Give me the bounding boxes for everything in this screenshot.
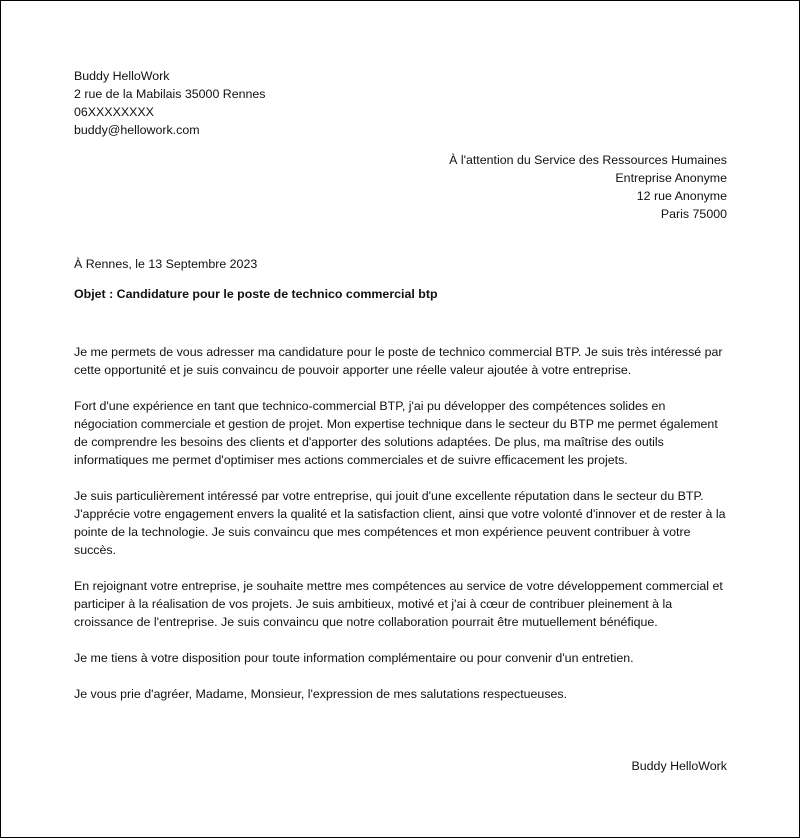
body-paragraph: Je me permets de vous adresser ma candidature pour le poste de technico commercial BTP. Je suis très intéressé par cette opportunité et je suis convaincu de pouvoir apporter une réelle valeur ajoutée à votre entreprise. xyxy=(74,345,723,377)
body-paragraph: Je me tiens à votre disposition pour toute information complémentaire ou pour convenir d'un entretien. xyxy=(74,651,634,665)
subject-line: Objet : Candidature pour le poste de technico commercial btp xyxy=(74,287,438,301)
recipient-street: 12 rue Anonyme xyxy=(636,189,727,203)
date-line: À Rennes, le 13 Septembre 2023 xyxy=(74,257,258,271)
body-paragraph: Fort d'une expérience en tant que technico-commercial BTP, j'ai pu développer des compétences solides en négociation commerciale et gestion de projet. Mon expertise technique dans le secteur du BTP me permet également de comprendre les besoins des clients et d'apporter des solutions adaptées. De plus, ma maîtrise des outils informatiques me permet d'optimiser mes actions commerciales et de suivre efficacement les projets. xyxy=(74,399,718,467)
letter-body xyxy=(74,343,732,721)
recipient-city: Paris 75000 xyxy=(660,207,727,221)
sender-address: 2 rue de la Mabilais 35000 Rennes xyxy=(74,87,266,101)
recipient-attention: À l'attention du Service des Ressources Humaines xyxy=(449,153,727,167)
sender-name: Buddy HelloWork xyxy=(74,69,170,83)
recipient-block xyxy=(307,151,727,223)
recipient-company: Entreprise Anonyme xyxy=(615,171,727,185)
closing-paragraph: Je vous prie d'agréer, Madame, Monsieur, l'expression de mes salutations respectueuses. xyxy=(74,687,568,701)
body-paragraph: En rejoignant votre entreprise, je souhaite mettre mes compétences au service de votre développement commercial et participer à la réalisation de vos projets. Je suis ambitieux, motivé et j'ai à cœur de contribuer pleinement à la croissance de l'entreprise. Je suis convaincu que notre collaboration pourrait être mutuellement bénéfique. xyxy=(74,579,723,629)
sender-phone: 06XXXXXXXX xyxy=(74,105,154,119)
sender-email: buddy@hellowork.com xyxy=(74,123,200,137)
body-paragraph: Je suis particulièrement intéressé par votre entreprise, qui jouit d'une excellente réputation dans le secteur du BTP. J'apprécie votre engagement envers la qualité et la satisfaction client, ainsi que votre volonté d'innover et de rester à la pointe de la technologie. Je suis convaincu que mes compétences et mon expérience peuvent contribuer à votre succès. xyxy=(74,489,726,557)
signature: Buddy HelloWork xyxy=(631,759,727,773)
sender-block xyxy=(74,67,474,139)
